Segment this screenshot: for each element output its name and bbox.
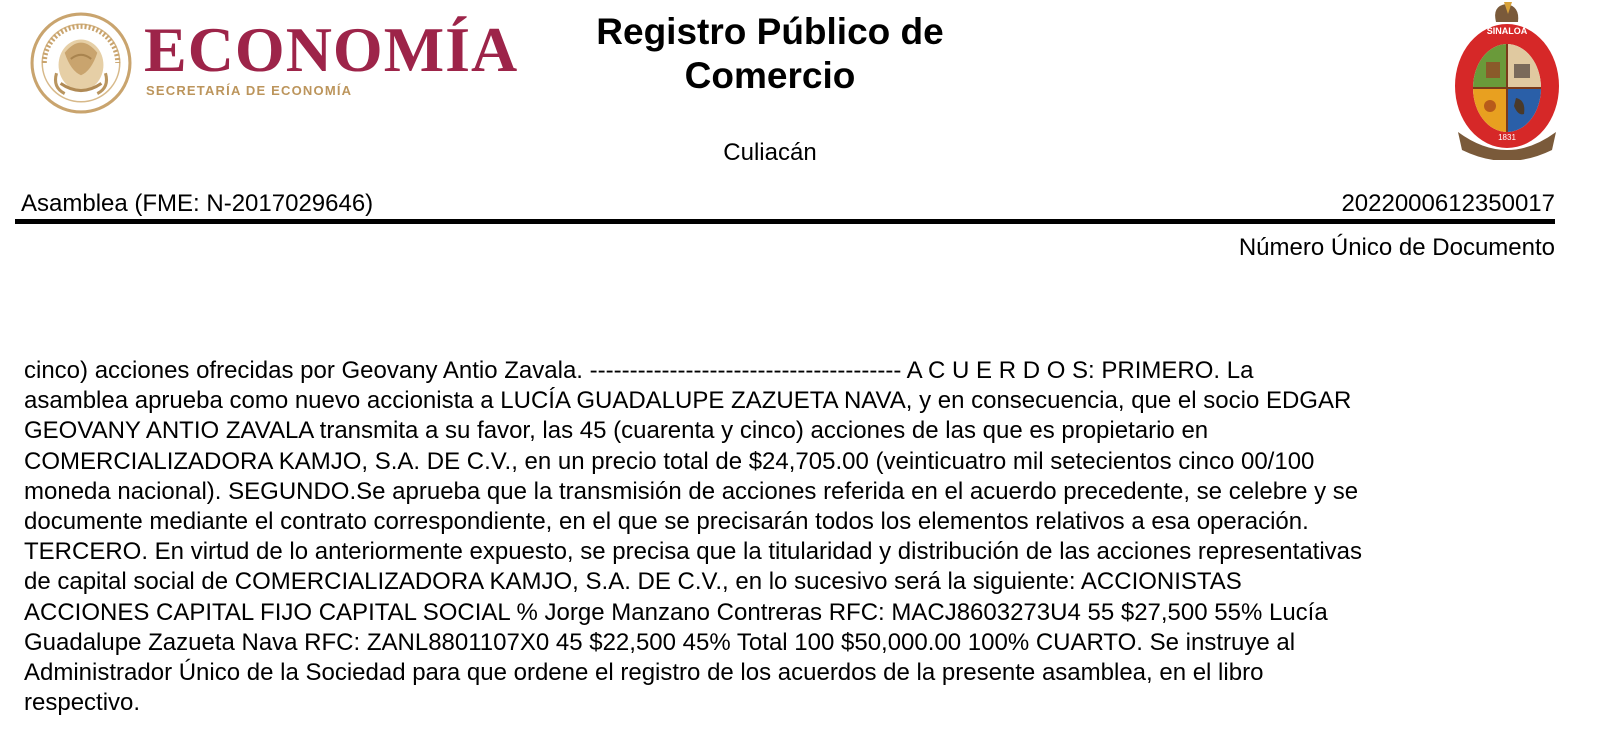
- body-line: respectivo.: [24, 689, 141, 717]
- economia-wordmark: ECONOMÍA: [144, 14, 519, 85]
- body-line: COMERCIALIZADORA KAMJO, S.A. DE C.V., en un precio total de $24,705.00 (veinticuatro mil setecientos cinco 00/100: [24, 447, 1315, 475]
- crest-top-text: SINALOA: [1486, 26, 1528, 36]
- economia-logo: [30, 10, 519, 115]
- economia-subtitle: SECRETARÍA DE ECONOMÍA: [146, 83, 353, 98]
- body-line: moneda nacional). SEGUNDO.Se aprueba que la transmisión de acciones referida en el acuerdo precedente, se celebre y se: [24, 477, 1359, 505]
- body-line: TERCERO. En virtud de lo anteriormente expuesto, se precisa que la titularidad y distribución de las acciones representativas: [24, 538, 1363, 566]
- document-number: 2022000612350017: [1341, 190, 1555, 217]
- body-line: GEOVANY ANTIO ZAVALA transmita a su favor, las 45 (cuarenta y cinco) acciones de las que es propietario en: [24, 417, 1209, 445]
- body-line: de capital social de COMERCIALIZADORA KAMJO, S.A. DE C.V., en lo sucesivo será la siguiente: ACCIONISTAS: [24, 568, 1242, 596]
- body-line: documente mediante el contrato correspondiente, en el que se precisarán todos los elementos relativos a esa operación.: [24, 508, 1309, 536]
- body-line: asamblea aprueba como nuevo accionista a LUCÍA GUADALUPE ZAZUETA NAVA, y en consecuencia, que el socio EDGAR: [24, 387, 1352, 415]
- mexico-seal-icon: [30, 12, 132, 114]
- document-number-label: Número Único de Documento: [1238, 234, 1555, 261]
- body-line: cinco) acciones ofrecidas por Geovany Antio Zavala. --------------------------------------- A C U E R D O S: PRIMERO. La: [24, 357, 1254, 384]
- header-divider: [15, 219, 1555, 224]
- document-body: [24, 356, 1564, 718]
- crest-year: 1831: [1498, 133, 1516, 142]
- city-name: Culiacán: [723, 139, 817, 166]
- body-line: Guadalupe Zazueta Nava RFC: ZANL8801107X0 45 $22,500 45% Total 100 $50,000.00 100% CUARTO. Se instruye al: [24, 628, 1296, 656]
- page-title: Registro Público de Comercio: [596, 11, 944, 97]
- body-line: ACCIONES CAPITAL FIJO CAPITAL SOCIAL % Jorge Manzano Contreras RFC: MACJ8603273U4 55 $27,500 55% Lucía: [24, 598, 1328, 626]
- record-type: Asamblea (FME: N-2017029646): [21, 190, 374, 217]
- sinaloa-crest-icon: [1448, 0, 1566, 160]
- body-line: Administrador Único de la Sociedad para que ordene el registro de los acuerdos de la presente asamblea, en el libro: [24, 659, 1264, 687]
